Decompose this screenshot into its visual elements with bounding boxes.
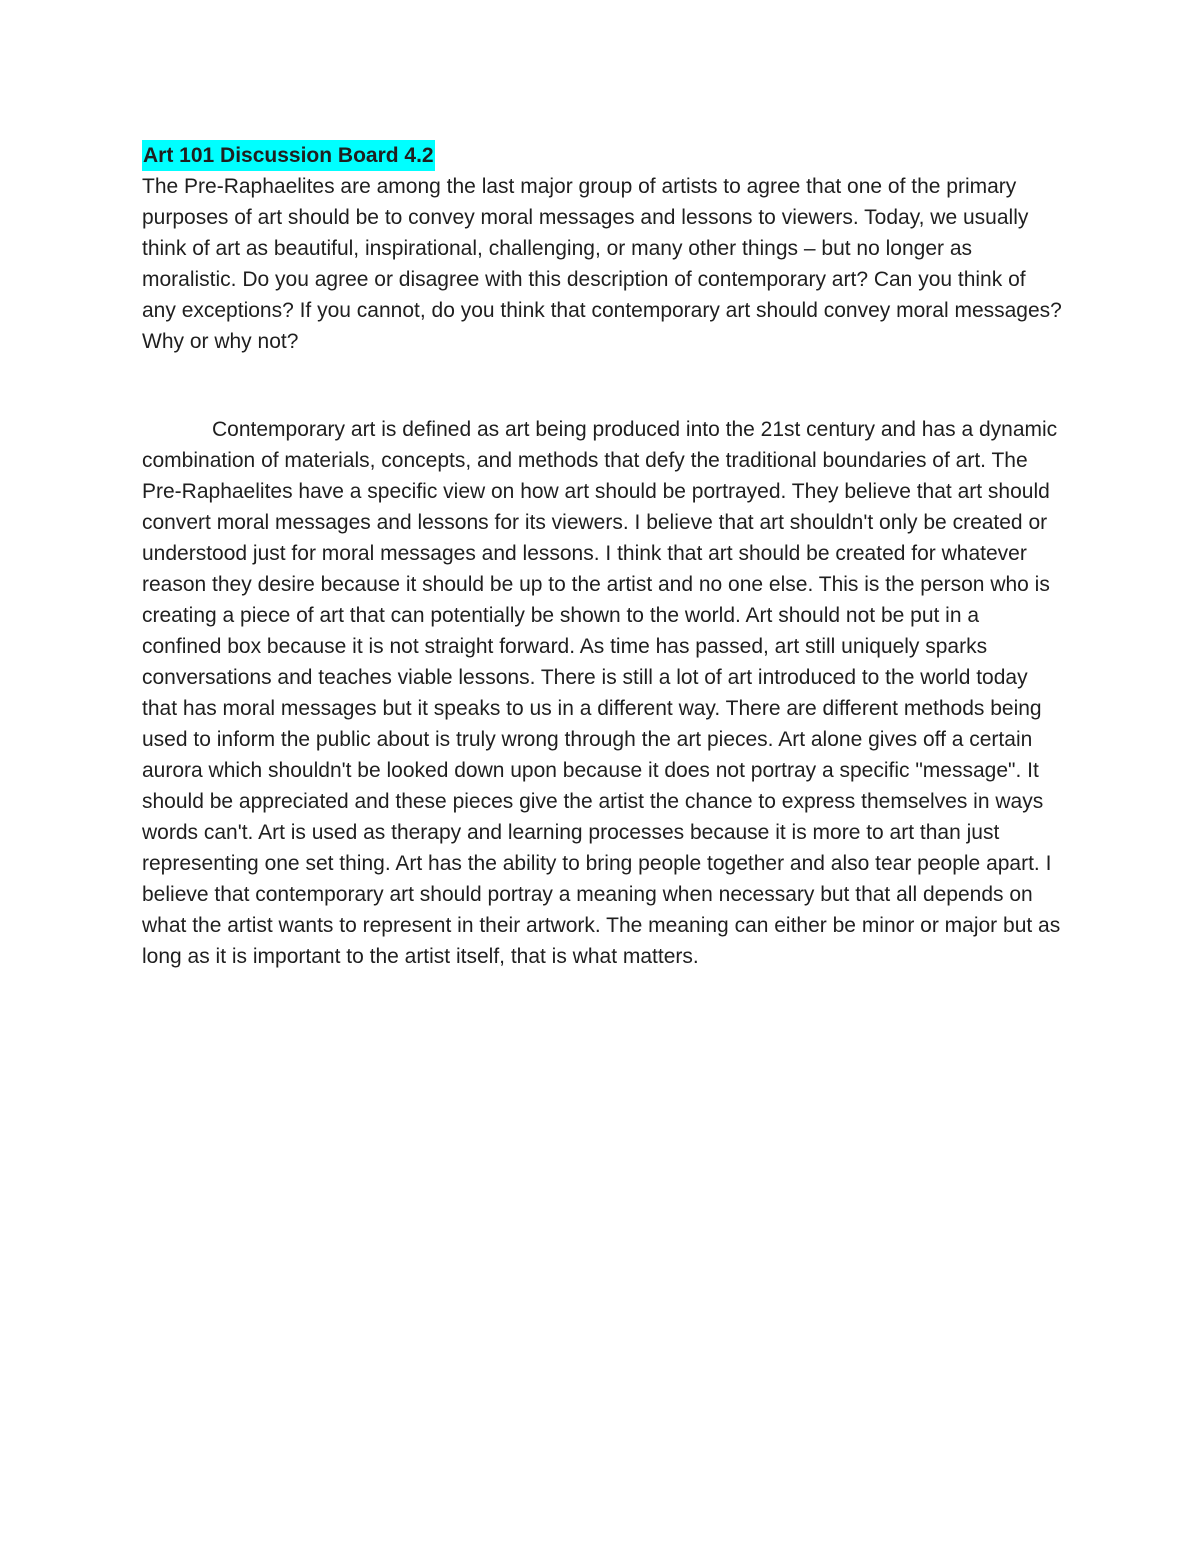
discussion-prompt: The Pre-Raphaelites are among the last major group of artists to agree that one of the primary purposes of art should be to convey moral messages and lessons to viewers. Today, we usually think of art as beautiful, inspirational, challenging, or many other things – but no longer as moralistic. Do you agree or disagree with this description of contemporary art? Can you think of any exceptions? If you cannot, do you think that contemporary art should convey moral messages? Why or why not? xyxy=(142,175,1062,353)
document-title: Art 101 Discussion Board 4.2 xyxy=(142,140,435,171)
discussion-response: Contemporary art is defined as art being produced into the 21st century and has a dynamic combination of materials, concepts, and methods that defy the traditional boundaries of art. The Pre-Raphaelites have a specific view on how art should be portrayed. They believe that art should convert moral messages and lessons for its viewers. I believe that art shouldn't only be created or understood just for moral messages and lessons. I think that art should be created for whatever reason they desire because it should be up to the artist and no one else. This is the person who is creating a piece of art that can potentially be shown to the world. Art should not be put in a confined box because it is not straight forward. As time has passed, art still uniquely sparks conversations and teaches viable lessons. There is still a lot of art introduced to the world today that has moral messages but it speaks to us in a different way. There are different methods being used to inform the public about is truly wrong through the art pieces. Art alone gives off a certain aurora which shouldn't be looked down upon because it does not portray a specific "message". It should be appreciated and these pieces give the artist the chance to express themselves in ways words can't. Art is used as therapy and learning processes because it is more to art than just representing one set thing. Art has the ability to bring people together and also tear people apart. I believe that contemporary art should portray a meaning when necessary but that all depends on what the artist wants to represent in their artwork. The meaning can either be minor or major but as long as it is important to the artist itself, that is what matters. xyxy=(142,418,1061,968)
document-body xyxy=(142,140,1062,972)
